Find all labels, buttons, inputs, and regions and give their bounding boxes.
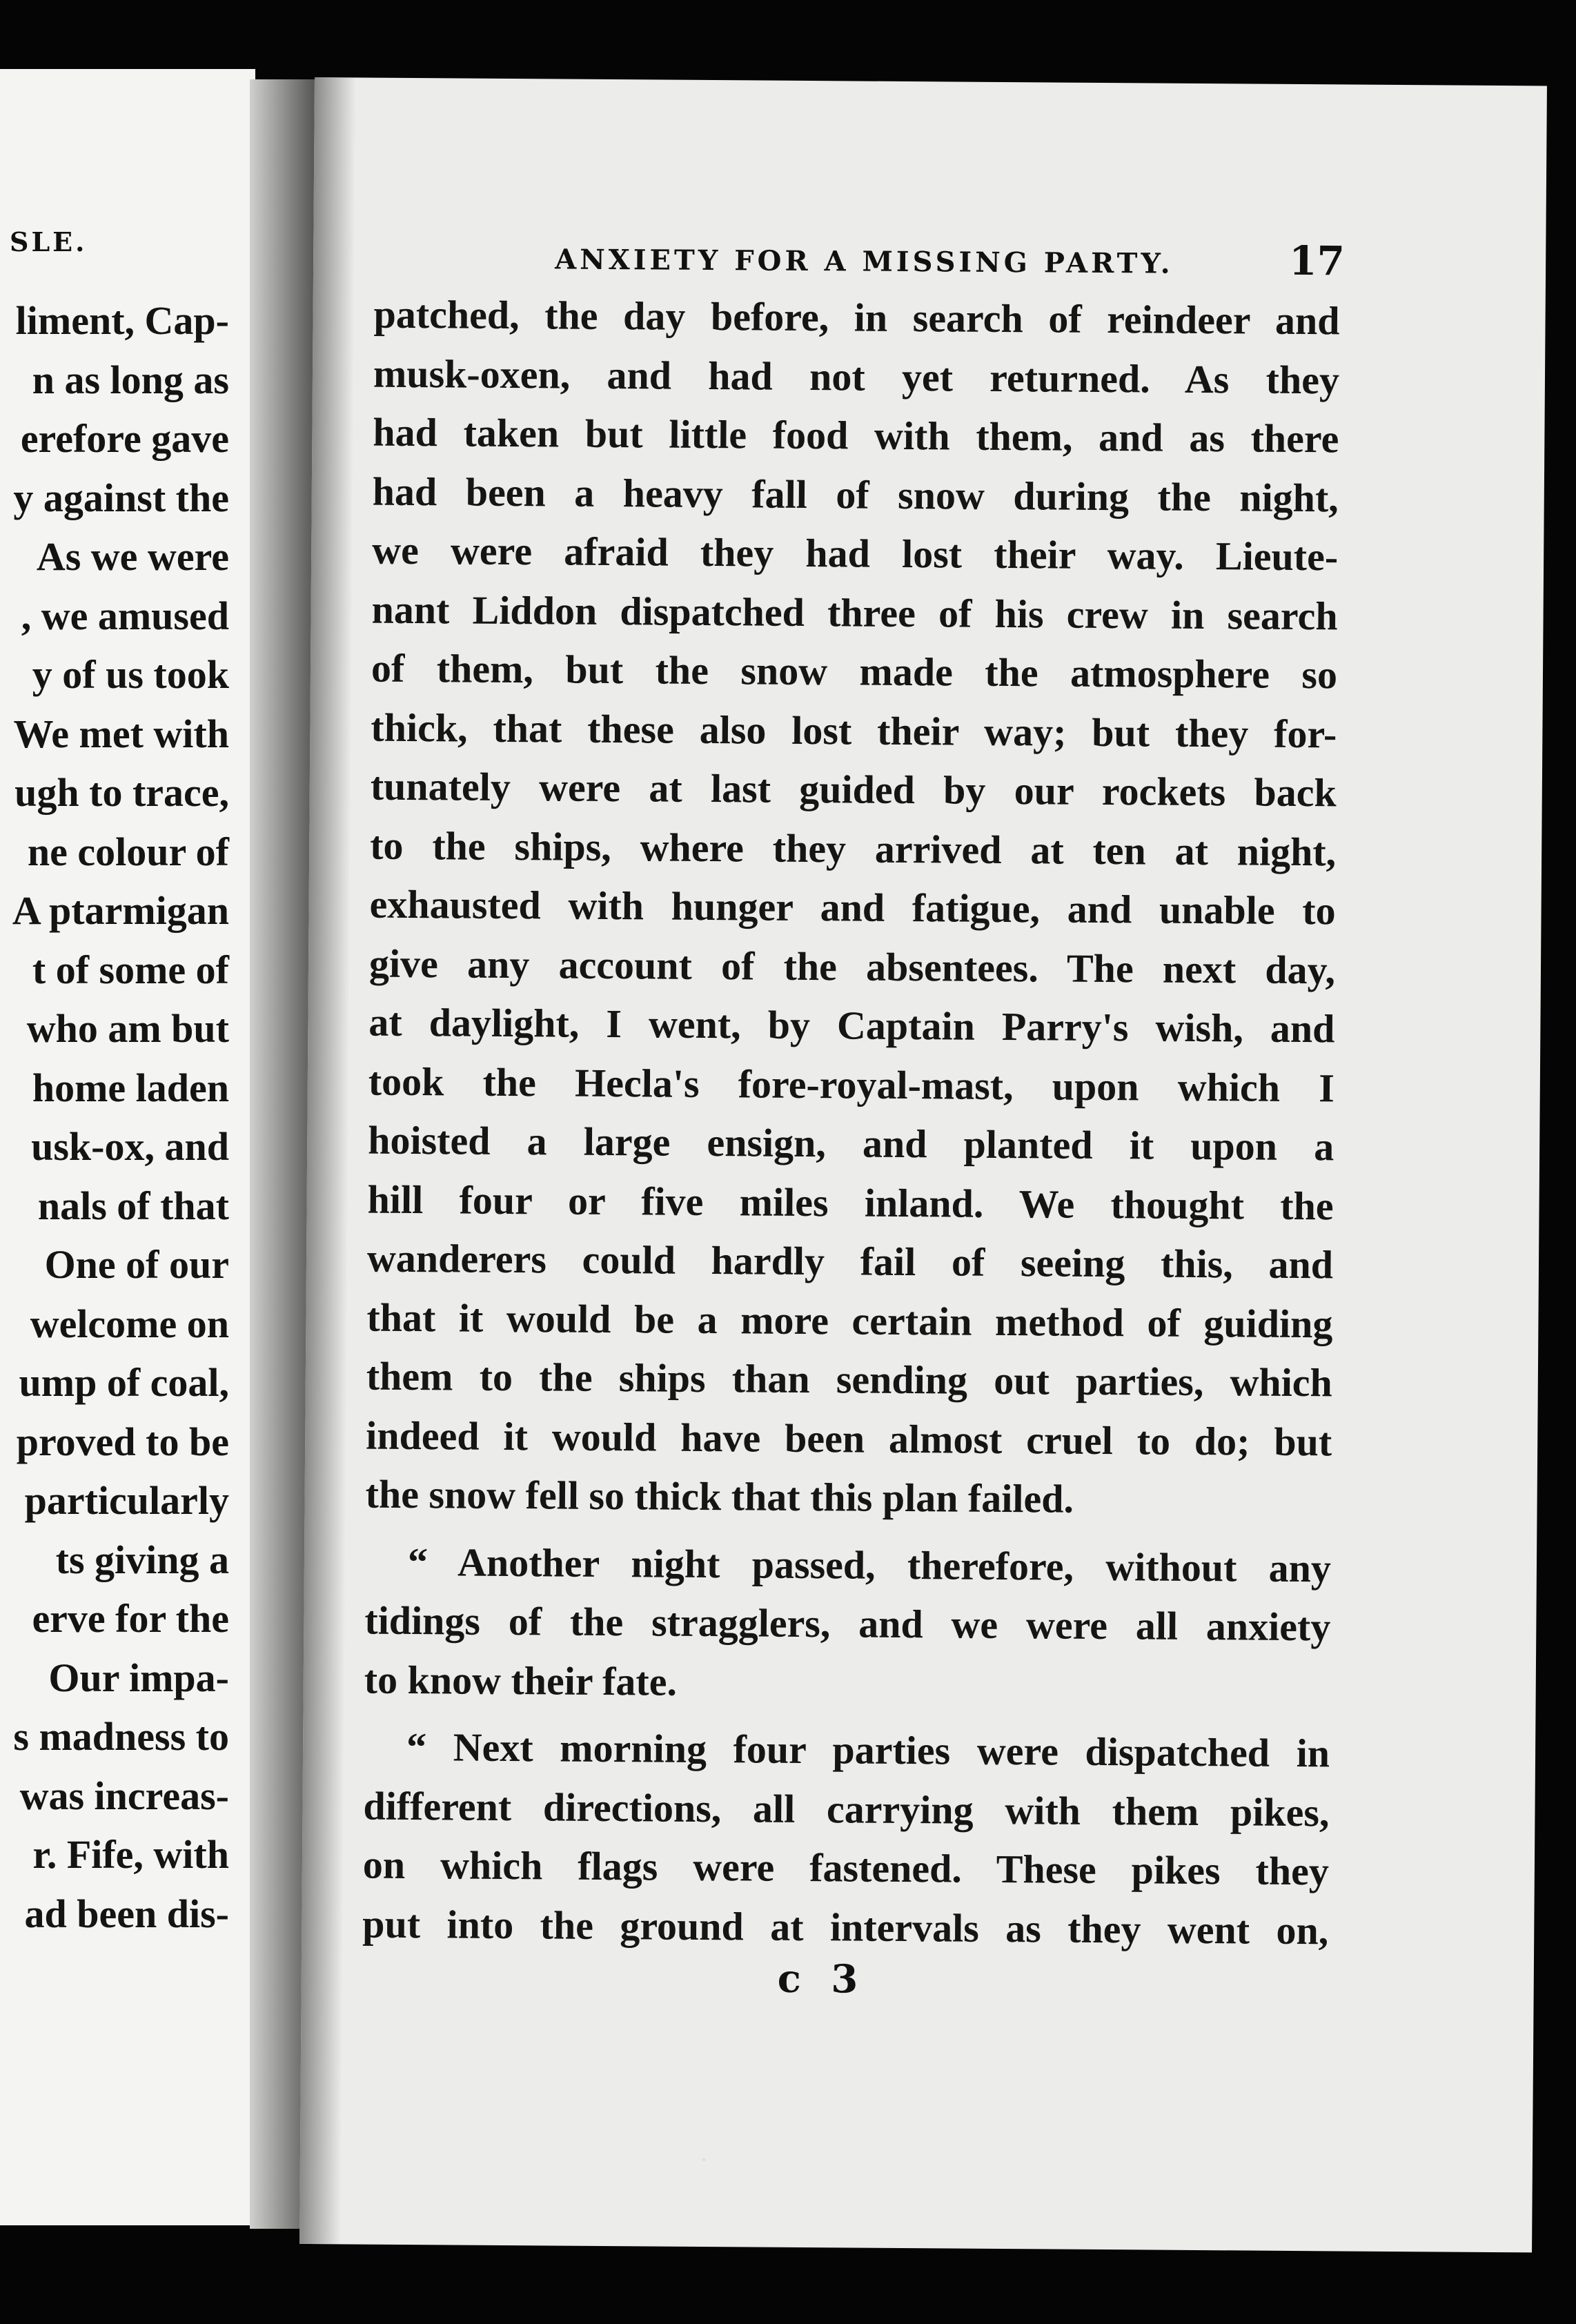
left-text-line: r. Fife, with — [32, 1832, 229, 1877]
text-line: at daylight, I went, by Captain Parry's wish, and — [368, 999, 1335, 1052]
left-text-line: home laden — [32, 1065, 229, 1110]
left-text-line: proved to be — [16, 1419, 229, 1464]
text-line: “ Another night passed, therefore, without any — [407, 1539, 1332, 1591]
left-text-line: ad been dis- — [24, 1891, 229, 1936]
left-running-head: SLE. — [10, 226, 88, 257]
body-text — [362, 285, 1340, 1960]
left-page — [0, 69, 255, 2225]
text-line: we were afraid they had lost their way. Lieute- — [371, 527, 1339, 580]
text-line: to know their fate. — [364, 1657, 678, 1704]
text-line: exhausted with hunger and fatigue, and unable to — [369, 881, 1336, 934]
left-text-line: As we were — [36, 534, 229, 579]
text-line: to the ships, where they arrived at ten at night, — [370, 823, 1337, 874]
left-text-line: One of our — [44, 1242, 229, 1287]
left-text-line: n as long as — [32, 357, 229, 402]
left-text-line: t of some of — [32, 947, 229, 992]
left-text-line: ts giving a — [55, 1537, 229, 1582]
signature-mark: c 3 — [777, 1956, 867, 2002]
left-text-line: ump of coal, — [19, 1360, 229, 1405]
text-line: put into the ground at intervals as they went on, — [362, 1901, 1329, 1953]
left-text-line: erve for the — [32, 1596, 229, 1641]
left-text-line: liment, Cap- — [15, 298, 229, 343]
text-line: them to the ships than sending out parties, which — [366, 1353, 1333, 1406]
text-line: tidings of the stragglers, and we were all anxiety — [364, 1597, 1331, 1650]
left-text-line: ugh to trace, — [14, 770, 229, 815]
left-text-line: nals of that — [37, 1183, 229, 1228]
text-line: tunately were at last guided by our rockets back — [370, 763, 1337, 816]
left-text-line: was increas- — [19, 1773, 229, 1818]
text-line: hoisted a large ensign, and planted it upon a — [368, 1117, 1334, 1170]
text-line: patched, the day before, in search of reindeer and — [373, 291, 1340, 344]
left-text-line: usk-ox, and — [31, 1124, 229, 1169]
text-line: “ Next morning four parties were dispatched in — [406, 1724, 1330, 1776]
text-line: musk-oxen, and had not yet returned. As they — [373, 351, 1340, 402]
text-line: on which flags were fastened. These pikes they — [362, 1842, 1330, 1894]
left-text-line: Our impa- — [48, 1655, 229, 1700]
text-line: wanderers could hardly fail of seeing this, and — [366, 1235, 1334, 1288]
text-line: nant Liddon dispatched three of his crew in search — [371, 587, 1338, 638]
left-text-line: A ptarmigan — [12, 888, 229, 933]
text-line: that it would be a more certain method of guiding — [366, 1294, 1333, 1346]
text-line: thick, that these also lost their way; but they for- — [371, 705, 1337, 756]
text-line: different directions, all carrying with them pikes, — [363, 1783, 1330, 1835]
text-line: of them, but the snow made the atmosphere so — [371, 645, 1338, 698]
text-line: the snow fell so thick that this plan failed. — [365, 1471, 1074, 1522]
left-text-line: ne colour of — [27, 829, 229, 874]
text-line: hill four or five miles inland. We thought the — [367, 1176, 1334, 1228]
left-text-line: y against the — [13, 475, 229, 520]
left-text-line: who am but — [26, 1006, 229, 1051]
left-text-line: s madness to — [13, 1714, 229, 1759]
page-number: 17 — [1288, 237, 1346, 285]
left-text-line: welcome on — [30, 1301, 229, 1346]
left-text-line: We met with — [13, 711, 229, 756]
text-line: had taken but little food with them, and as there — [373, 409, 1339, 462]
running-head: ANXIETY FOR A MISSING PARTY. — [555, 243, 1174, 280]
text-line: took the Hecla's fore-royal-mast, upon which I — [368, 1058, 1335, 1110]
left-text-block — [0, 291, 229, 1943]
left-text-line: erefore gave — [20, 416, 229, 461]
right-page — [299, 77, 1547, 2252]
text-line: give any account of the absentees. The next day, — [368, 941, 1336, 992]
left-text-line: , we amused — [21, 593, 229, 638]
text-line: had been a heavy fall of snow during the night, — [372, 469, 1339, 520]
text-line: indeed it would have been almost cruel to do; but — [366, 1412, 1332, 1464]
left-text-line: particularly — [24, 1478, 229, 1523]
dust-speck — [702, 2158, 705, 2161]
left-text-line: y of us took — [32, 652, 229, 697]
